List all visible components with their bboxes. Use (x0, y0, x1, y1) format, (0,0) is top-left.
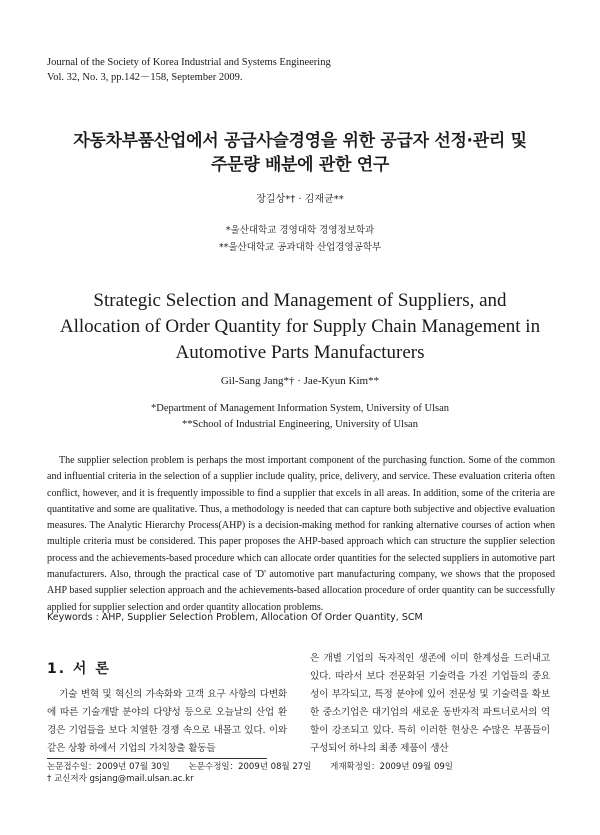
right-column (310, 650, 550, 758)
footnote-divider (47, 758, 267, 759)
korean-affiliation-2: **울산대학교 공과대학 산업경영공학부 (218, 242, 382, 253)
intro-paragraph-right: 은 개별 기업의 독자적인 생존에 이미 한계성을 드러내고 있다. 따라서 보다 전문화된 기술력을 가진 기업들의 중요성이 부각되고, 특정 분야에 있어 전문성 및 기술력을 확보한 중소기업은 대기업의 새로운 동반자적 파트너로서의 역할이 강조되고 있다. 특히 이러한 현상은 수많은 부품들이 구성되어 하나의 최종 제품이 생산 (310, 653, 550, 754)
korean-affiliation-1: *울산대학교 경영대학 경영정보학과 (225, 225, 375, 236)
footnote-dates (47, 761, 469, 773)
corresponding-author: † 교신저자 gsjang@mail.ulsan.ac.kr (47, 774, 194, 784)
abstract: The supplier selection problem is perhaps the most important component of the purchasing function. Some of the common and influential criteria in the selection of a supplier include quality, price, delivery, and service. These evaluation criteria often conflict, however, and it is frequently impossible to find a supplier that excels in all areas. In addition, some of the criteria are quantitative and some are qualitative. Thus, a methodology is needed that can capture both subjective and objective evaluation measures. The Analytic Hierarchy Process(AHP) is a decision-making method for ranking alternative courses of action when multiple criteria must be considered. This paper proposes the AHP-based approach which can structure the supplier selection process and the achievements-based procedure which can allocate order quantities for the selected suppliers in automotive part manufacturers. Also, through the practical case of 'D' automotive part manufacturing company, we shows that the proposed AHP based supplier selection approach and the achievements-based allocation procedure of order quantity can be successfully applied for supplier selection and order quantity allocation problems. (47, 455, 555, 613)
keywords (47, 612, 423, 623)
korean-title-line1: 자동차부품산업에서 공급사슬경영을 위한 공급자 선정·관리 및 (73, 131, 527, 151)
footnote (47, 761, 469, 785)
english-authors: Gil-Sang Jang*† · Jae-Kyun Kim** (220, 375, 380, 387)
english-affiliations (0, 401, 600, 433)
korean-affiliations (0, 222, 600, 256)
korean-title (20, 129, 580, 177)
english-title (20, 288, 580, 366)
accepted-date: 게재확정일：2009년 09월 09일 (330, 762, 453, 772)
journal-volume: Vol. 32, No. 3, pp.142－158, September 2009. (47, 72, 243, 83)
keywords-text: : AHP, Supplier Selection Problem, Allocation Of Order Quantity, SCM (95, 612, 423, 623)
english-affiliation-2: **School of Industrial Engineering, University of Ulsan (182, 419, 418, 430)
keywords-label: Keywords (47, 612, 93, 623)
received-date: 논문접수일：2009년 07월 30일 (47, 762, 170, 772)
journal-header (47, 55, 331, 85)
journal-name: Journal of the Society of Korea Industrial and Systems Engineering (47, 57, 331, 68)
left-column (47, 660, 287, 758)
section-heading: 1. 서 론 (47, 661, 111, 677)
korean-authors: 장길상*† · 김재균** (256, 194, 344, 205)
english-title-line1: Strategic Selection and Management of Suppliers, and (93, 290, 507, 311)
english-affiliation-1: *Department of Management Information System, University of Ulsan (150, 403, 449, 414)
english-title-line2: Allocation of Order Quantity for Supply Chain Management in (59, 316, 541, 337)
english-title-line3: Automotive Parts Manufacturers (175, 342, 425, 363)
revised-date: 논문수정일：2009년 08월 27일 (188, 762, 312, 772)
korean-title-line2: 주문량 배분에 관한 연구 (210, 155, 390, 175)
intro-paragraph-left: 기술 변혁 및 혁신의 가속화와 고객 요구 사항의 다변화에 따른 기술개발 분야의 다양성 등으로 오늘날의 산업 환경은 기업들을 보다 치열한 경쟁 속으로 내몰고 있다. 이와 같은 상황 하에서 기업의 가치창출 활동들 (47, 689, 287, 754)
